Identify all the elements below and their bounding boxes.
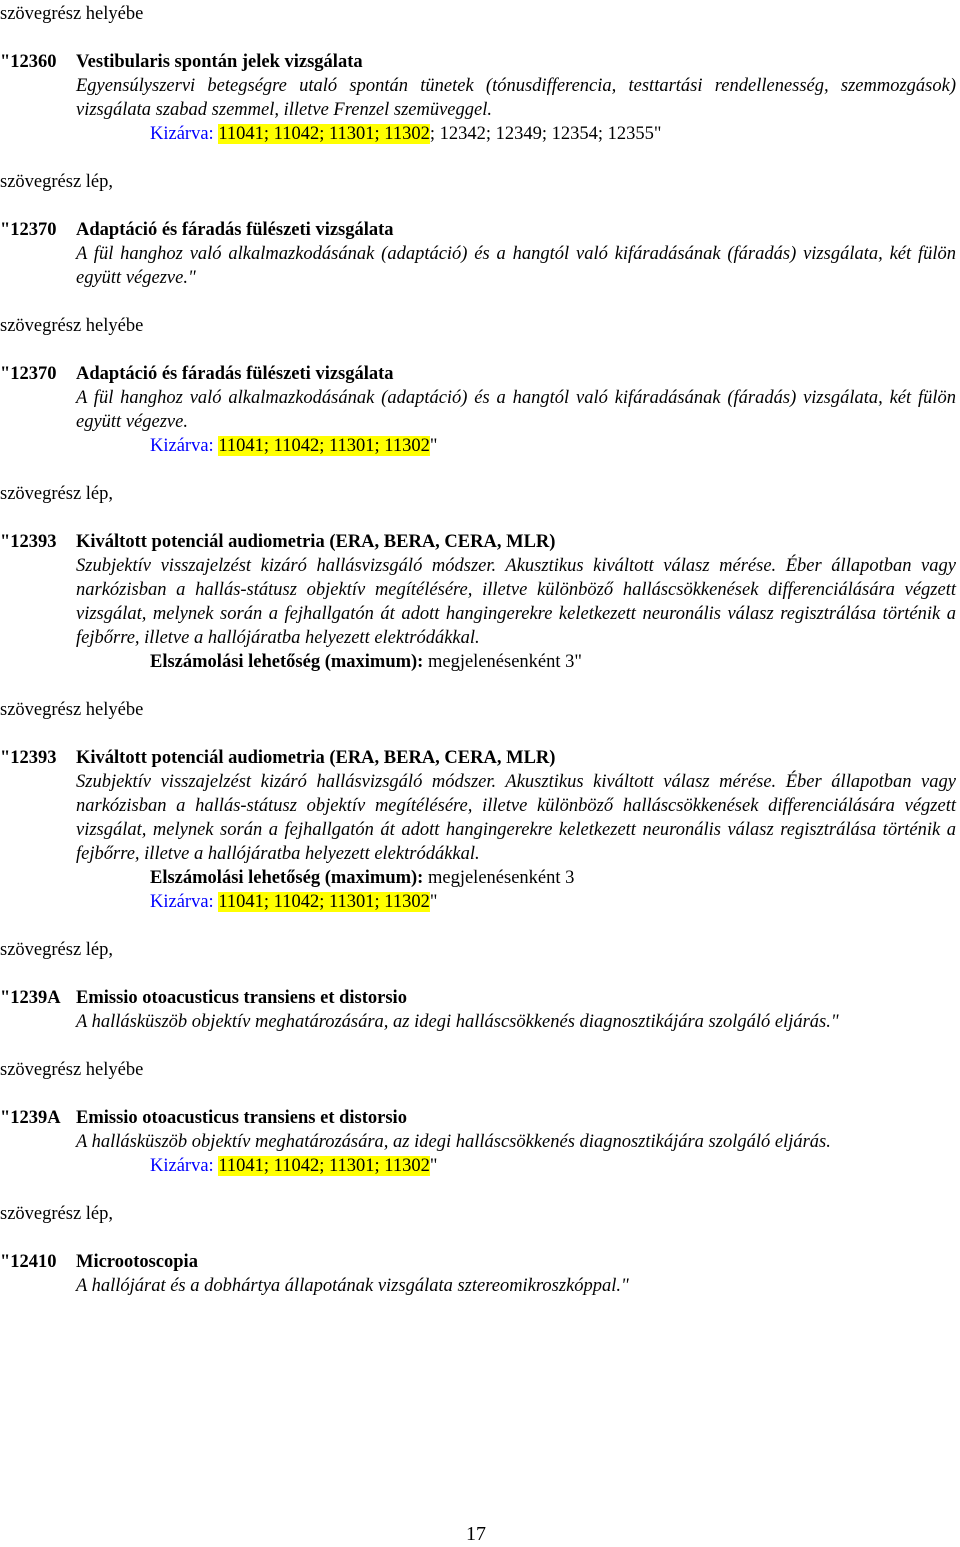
billing-value: megjelenésenként 3": [427, 652, 582, 672]
entry-12393-new-billing: [150, 650, 582, 674]
marker-enters-2: szövegrész lép,: [0, 484, 114, 504]
entry-title: Adaptáció és fáradás fülészeti vizsgálata: [76, 220, 394, 240]
entry-code: "12370: [0, 220, 57, 240]
entry-12370-new-body: A fül hanghoz való alkalmazkodásának (adaptáció) és a hangtól való kifáradásának (fáradás) vizsgálata, két fülön együtt végezve.": [76, 244, 956, 288]
marker-instead-3: szövegrész helyébe: [0, 700, 144, 720]
entry-1239A-old-exclusions: [150, 1154, 437, 1178]
exclusion-highlighted-codes: 11041; 11042; 11301; 11302: [218, 892, 430, 912]
entry-title: Kiváltott potenciál audiometria (ERA, BERA, CERA, MLR): [76, 532, 556, 552]
exclusion-label: Kizárva:: [150, 892, 214, 912]
entry-12393-old-exclusions: [150, 890, 437, 914]
entry-title: Adaptáció és fáradás fülészeti vizsgálata: [76, 364, 394, 384]
entry-12393-old-body: [76, 770, 956, 866]
entry-12393-new-heading: [0, 530, 555, 554]
marker-enters-1: szövegrész lép,: [0, 172, 114, 192]
entry-1239A-old-body: A hallásküszöb objektív meghatározására, az idegi halláscsökkenés diagnosztikájára szolgáló eljárás.: [76, 1132, 831, 1152]
marker-enters-4: szövegrész lép,: [0, 1204, 114, 1224]
entry-12360-exclusions: [150, 122, 662, 146]
entry-code: "1239A: [0, 988, 61, 1008]
exclusion-label: Kizárva:: [150, 124, 214, 144]
entry-code: "12393: [0, 532, 57, 552]
entry-12360-body: Egyensúlyszervi betegségre utaló spontán tünetek (tónusdifferencia, testtartási rendellenesség, szemmozgások) vizsgálata szabad szemmel, illetve Frenzel szemüveggel.: [76, 76, 956, 120]
page-number: 17: [466, 1523, 486, 1545]
entry-12410-body: A hallójárat és a dobhártya állapotának vizsgálata sztereomikroszkóppal.": [76, 1276, 629, 1296]
entry-title: Vestibularis spontán jelek vizsgálata: [76, 52, 363, 72]
entry-code: "1239A: [0, 1108, 61, 1128]
entry-12410-heading: [0, 1250, 198, 1274]
marker-instead-1: szövegrész helyébe: [0, 4, 144, 24]
exclusion-other-codes: ; 12342; 12349; 12354; 12355": [429, 124, 662, 144]
entry-1239A-old-heading: [0, 1106, 407, 1130]
exclusion-label: Kizárva:: [150, 1156, 214, 1176]
billing-label: Elszámolási lehetőség (maximum):: [150, 868, 424, 888]
billing-label: Elszámolási lehetőség (maximum):: [150, 652, 424, 672]
exclusion-highlighted-codes: 11041; 11042; 11301; 11302: [218, 436, 430, 456]
entry-title: Microotoscopia: [76, 1252, 198, 1272]
entry-code: "12360: [0, 52, 57, 72]
entry-code: "12370: [0, 364, 57, 384]
entry-body-text: Szubjektív visszajelzést kizáró hallásvizsgáló módszer. Akusztikus kiváltott válasz mérése. Éber állapotban vagy narkózisban a hallás-státusz objektív megítélésére, illetve különböző halláscsökkenések differenciálására végzett vizsgálat, melynek során a fejhallgatón át adott hangingerekre keletkezett neuronális válasz regisztrálása történik a fejbőrre, illetve a hallójáratba helyezett elektródákkal.: [76, 556, 956, 648]
marker-enters-3: szövegrész lép,: [0, 940, 114, 960]
entry-1239A-new-heading: [0, 986, 407, 1010]
exclusion-label: Kizárva:: [150, 436, 214, 456]
entry-title: Kiváltott potenciál audiometria (ERA, BERA, CERA, MLR): [76, 748, 556, 768]
exclusion-other-codes: ": [429, 892, 438, 912]
entry-12393-new-body: [76, 554, 956, 650]
exclusion-other-codes: ": [429, 1156, 438, 1176]
entry-12370-old-heading: [0, 362, 394, 386]
exclusion-other-codes: ": [429, 436, 438, 456]
marker-instead-4: szövegrész helyébe: [0, 1060, 144, 1080]
entry-code: "12393: [0, 748, 57, 768]
entry-code: "12410: [0, 1252, 57, 1272]
exclusion-highlighted-codes: 11041; 11042; 11301; 11302: [218, 1156, 430, 1176]
entry-12360-heading: [0, 50, 363, 74]
entry-1239A-new-body: A hallásküszöb objektív meghatározására, az idegi halláscsökkenés diagnosztikájára szolgáló eljárás.": [76, 1012, 839, 1032]
entry-12393-old-billing: [150, 866, 574, 890]
entry-12370-old-exclusions: [150, 434, 437, 458]
entry-12370-new-heading: [0, 218, 394, 242]
marker-instead-2: szövegrész helyébe: [0, 316, 144, 336]
entry-title: Emissio otoacusticus transiens et distorsio: [76, 1108, 407, 1128]
entry-body-text: Szubjektív visszajelzést kizáró hallásvizsgáló módszer. Akusztikus kiváltott válasz mérése. Éber állapotban vagy narkózisban a hallás-státusz objektív megítélésére, illetve különböző halláscsökkenések differenciálására végzett vizsgálat, melynek során a fejhallgatón át adott hangingerekre keletkezett neuronális válasz regisztrálása történik a fejbőrre, illetve a hallójáratba helyezett elektródákkal.: [76, 772, 956, 864]
entry-title: Emissio otoacusticus transiens et distorsio: [76, 988, 407, 1008]
entry-12393-old-heading: [0, 746, 555, 770]
billing-value: megjelenésenként 3: [427, 868, 575, 888]
exclusion-highlighted-codes: 11041; 11042; 11301; 11302: [218, 124, 430, 144]
entry-12370-old-body: A fül hanghoz való alkalmazkodásának (adaptáció) és a hangtól való kifáradásának (fáradás) vizsgálata, két fülön együtt végezve.: [76, 388, 956, 432]
